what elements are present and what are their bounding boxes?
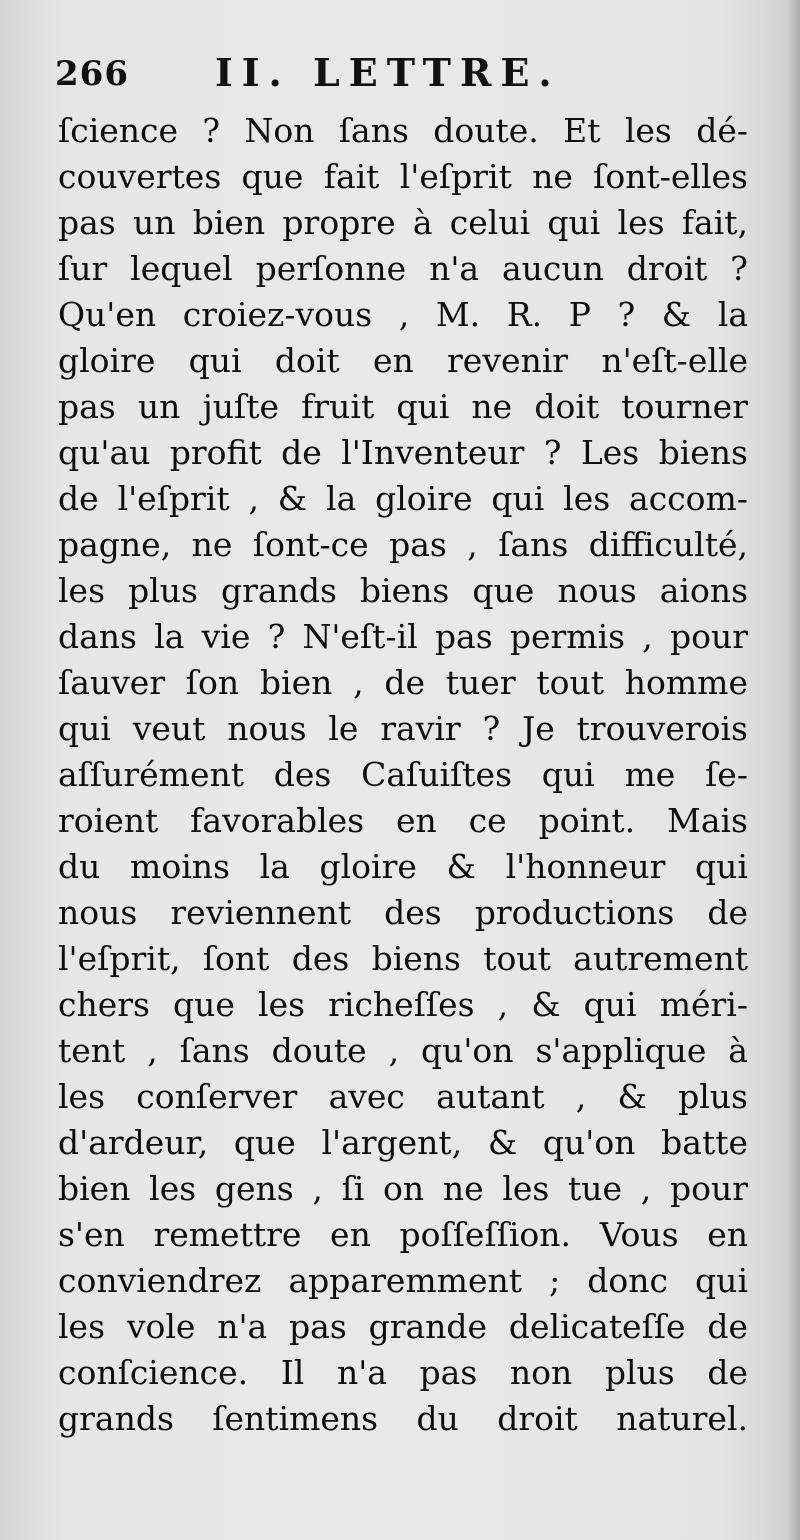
text-line: du moins la gloire & l'honneur qui [58,847,748,886]
text-line: Qu'en croiez-vous , M. R. P ? & la [58,295,748,334]
running-head [55,48,755,108]
text-line: ſcience ? Non ſans doute. Et les dé- [58,111,748,150]
text-line: d'ardeur, que l'argent, & qu'on batte [58,1123,748,1162]
text-line: les vole n'a pas grande delicateſſe de [58,1307,748,1346]
text-line: pas un juſte fruit qui ne doit tourner [58,387,748,426]
text-line: les plus grands biens que nous aions [58,571,748,610]
text-line: grands ſentimens du droit naturel. [58,1399,748,1438]
body-text [58,108,748,1442]
text-line: gloire qui doit en revenir n'eſt-elle [58,341,748,380]
text-line: dans la vie ? N'eſt-il pas permis , pour [58,617,748,656]
text-line: s'en remettre en poſſeſſion. Vous en [58,1215,748,1254]
text-line: qui veut nous le ravir ? Je trouverois [58,709,748,748]
running-title: II. LETTRE. [215,50,561,95]
text-line: bien les gens , ſi on ne les tue , pour [58,1169,748,1208]
text-line: ſur lequel perſonne n'a aucun droit ? [58,249,748,288]
page-number: 266 [55,54,129,94]
text-line: de l'eſprit , & la gloire qui les accom- [58,479,748,518]
text-line: l'eſprit, ſont des biens tout autrement [58,939,748,978]
text-line: nous reviennent des productions de [58,893,748,932]
text-line: les conſerver avec autant , & plus [58,1077,748,1116]
text-line: roient favorables en ce point. Mais [58,801,748,840]
text-line: chers que les richeſſes , & qui méri- [58,985,748,1024]
text-line: aſſurément des Caſuiſtes qui me ſe- [58,755,748,794]
text-line: qu'au profit de l'Inventeur ? Les biens [58,433,748,472]
text-line: couvertes que fait l'eſprit ne ſont-elles [58,157,748,196]
text-line: tent , ſans doute , qu'on s'applique à [58,1031,748,1070]
page-edge-shadow [786,0,800,1540]
text-line: pagne, ne ſont-ce pas , ſans difficulté, [58,525,748,564]
text-line: ſauver ſon bien , de tuer tout homme [58,663,748,702]
text-line: conſcience. Il n'a pas non plus de [58,1353,748,1392]
text-line: pas un bien propre à celui qui les fait, [58,203,748,242]
text-line: conviendrez apparemment ; donc qui [58,1261,748,1300]
